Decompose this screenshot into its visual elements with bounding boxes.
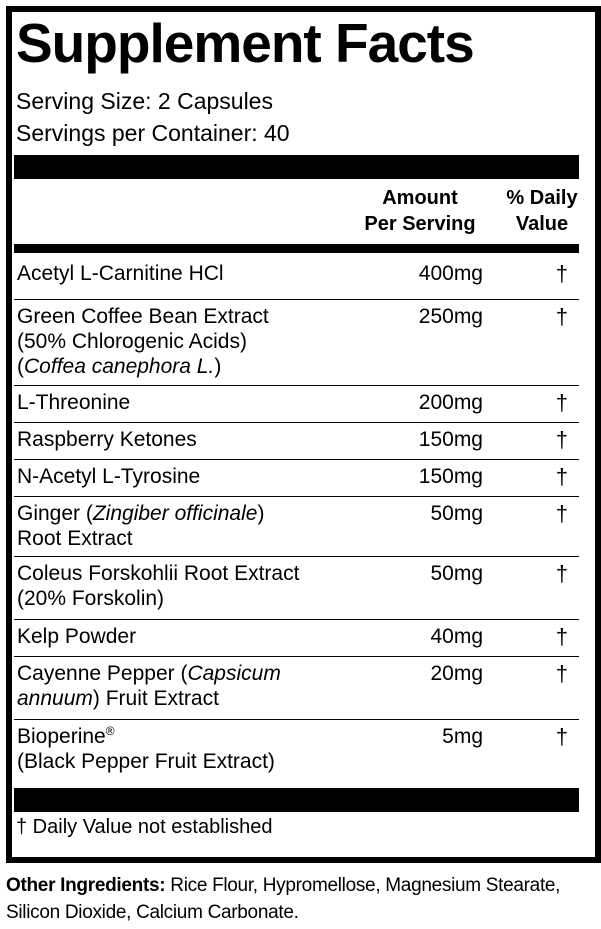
daily-value: † — [555, 501, 568, 526]
ingredient-line: annuum) Fruit Extract — [17, 687, 219, 710]
table-row — [14, 496, 579, 557]
daily-value: † — [555, 724, 568, 749]
other-ingredients — [6, 872, 596, 926]
table-row — [14, 422, 579, 460]
ingredient-line: (Coffea canephora L.) — [17, 355, 222, 378]
amount-per-serving: 40mg — [430, 625, 483, 648]
daily-value: † — [555, 261, 568, 286]
amount-per-serving: 150mg — [418, 428, 483, 451]
ingredient-name — [17, 561, 299, 611]
other-ingredients-label: Other Ingredients: — [6, 875, 166, 896]
header-divider-bar — [14, 244, 579, 253]
table-row — [14, 719, 579, 782]
ingredient-name — [17, 427, 197, 452]
ingredient-name — [17, 624, 136, 649]
daily-value: † — [555, 427, 568, 452]
amount-per-serving: 400mg — [418, 262, 483, 285]
table-row — [14, 656, 579, 720]
table-row — [14, 257, 579, 299]
table-row — [14, 385, 579, 423]
daily-value: † — [555, 624, 568, 649]
servings-per-container: Servings per Container: 40 — [16, 120, 290, 146]
table-row — [14, 619, 579, 657]
serving-size: Serving Size: 2 Capsules — [16, 88, 273, 114]
ingredient-name — [17, 261, 224, 286]
ingredient-line: Raspberry Ketones — [17, 428, 197, 451]
amount-per-serving: 250mg — [418, 305, 483, 328]
ingredient-line: L-Threonine — [17, 391, 131, 414]
ingredient-line: Cayenne Pepper (Capsicum — [17, 662, 281, 685]
amount-per-serving: 50mg — [430, 502, 483, 525]
table-row — [14, 459, 579, 497]
amount-per-serving: 200mg — [418, 391, 483, 414]
top-divider-bar — [14, 155, 579, 179]
ingredient-line: N-Acetyl L-Tyrosine — [17, 465, 201, 488]
ingredient-name — [17, 661, 281, 711]
ingredient-line: Kelp Powder — [17, 625, 137, 648]
ingredient-line: Ginger (Zingiber officinale) — [17, 502, 265, 525]
daily-value-header: % Daily Value — [506, 187, 578, 235]
panel-title: Supplement Facts — [16, 12, 474, 74]
ingredient-name — [17, 501, 264, 551]
ingredient-line: (Black Pepper Fruit Extract) — [17, 750, 275, 773]
ingredient-line: (50% Chlorogenic Acids) — [17, 330, 247, 353]
ingredient-name — [17, 724, 275, 774]
amount-per-serving: 20mg — [430, 662, 483, 685]
other-ingredients-text: Rice Flour, Hypromellose, Magnesium Stearate, Silicon Dioxide, Calcium Carbonate. — [6, 875, 561, 923]
ingredient-name — [17, 304, 269, 379]
bottom-divider-bar — [14, 788, 579, 812]
ingredient-line: Acetyl L-Carnitine HCl — [17, 262, 224, 285]
ingredient-line: Root Extract — [17, 527, 133, 550]
footnote: † Daily Value not established — [16, 816, 273, 838]
ingredient-line: Bioperine® — [17, 724, 115, 748]
ingredient-line: (20% Forskolin) — [17, 587, 165, 610]
daily-value: † — [555, 390, 568, 415]
daily-value: † — [555, 561, 568, 586]
amount-per-serving: 50mg — [430, 562, 483, 585]
daily-value: † — [555, 464, 568, 489]
amount-per-serving: 150mg — [418, 465, 483, 488]
ingredient-name — [17, 390, 130, 415]
ingredient-line: Coleus Forskohlii Root Extract — [17, 562, 300, 585]
amount-per-serving-header: Amount Per Serving — [364, 187, 476, 235]
ingredient-line: Green Coffee Bean Extract — [17, 305, 269, 328]
amount-per-serving: 5mg — [442, 725, 483, 748]
table-row — [14, 556, 579, 620]
daily-value: † — [555, 304, 568, 329]
table-row — [14, 299, 579, 386]
daily-value: † — [555, 661, 568, 686]
ingredient-name — [17, 464, 200, 489]
